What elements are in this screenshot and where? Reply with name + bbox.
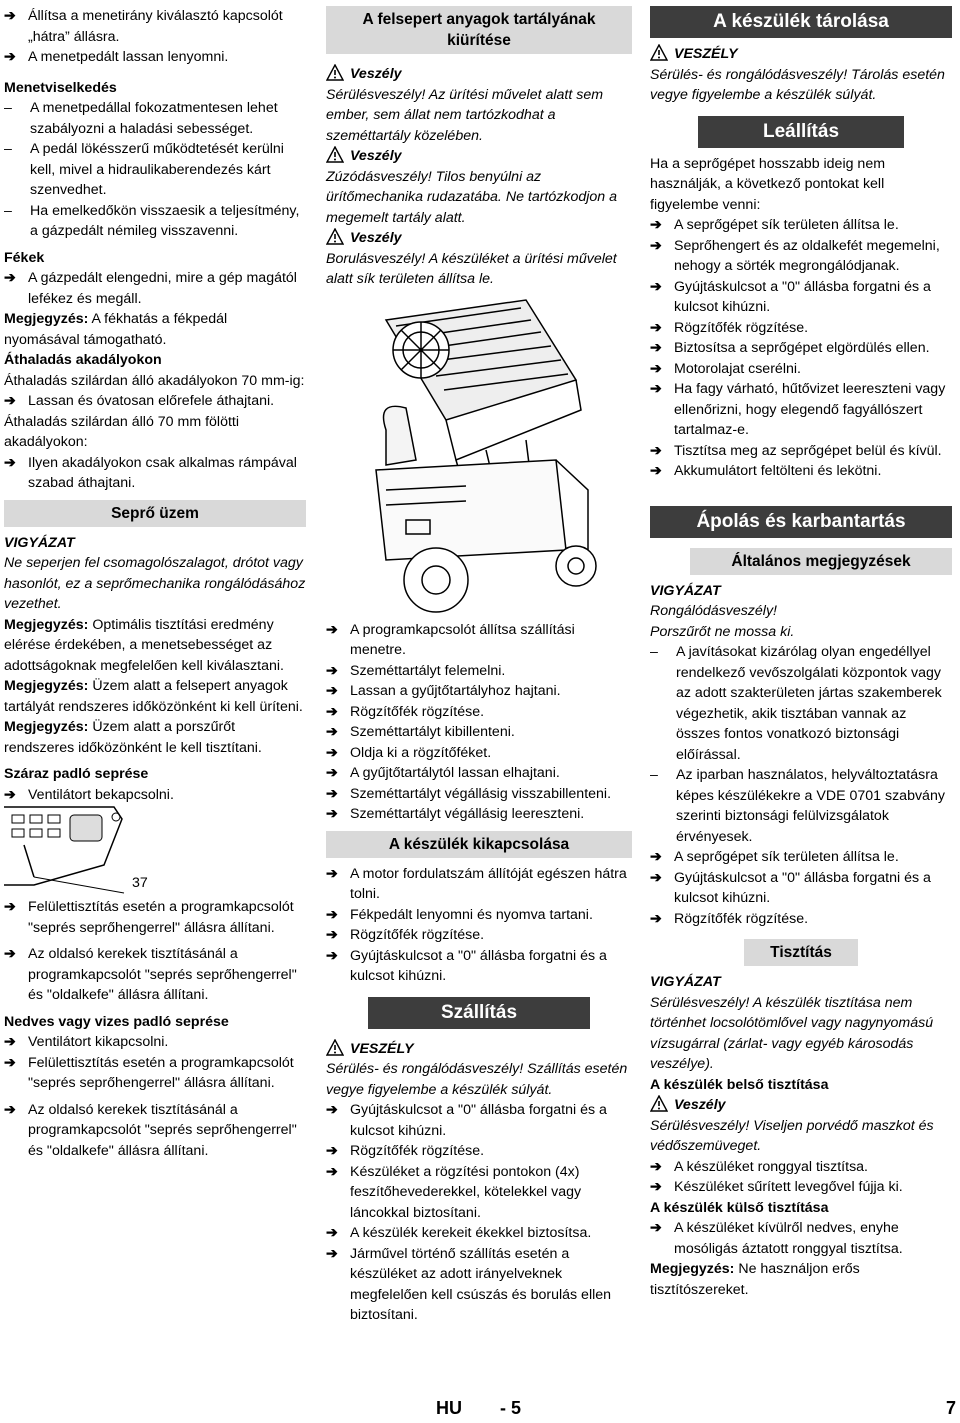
danger-label <box>326 228 632 249</box>
danger-label-text: Veszély <box>674 1097 726 1113</box>
instruction: ➔ Gyújtáskulcsot a "0" állásba forgatni és a kulcsot kihúzni. <box>326 946 632 987</box>
instruction: ➔ Rögzítőfék rögzítése. <box>326 1141 632 1162</box>
sweeper-illustration <box>326 290 632 620</box>
paragraph: Áthaladás szilárdan álló akadályokon 70 mm-ig: <box>4 372 305 389</box>
note <box>4 309 306 350</box>
instruction: ➔ Készüléket sűrített levegővel fújja ki. <box>650 1177 952 1198</box>
instruction: ➔ Az oldalsó kerekek tisztításánál a programkapcsolót "seprés seprőhengerrel" és "oldalkefe" állásra állítani. <box>4 1100 306 1162</box>
instruction: ➔ Rögzítőfék rögzítése. <box>650 318 952 339</box>
instruction: ➔ Szeméttartályt felemelni. <box>326 661 632 682</box>
note-text: A fékhatás a fékpedál nyomásával támogatható. <box>4 311 228 348</box>
heading-belso-tisztitas: A készülék belső tisztítása <box>650 1076 829 1093</box>
danger-label <box>650 44 952 65</box>
instruction: ➔ A seprőgépet sík területen állítsa le. <box>650 847 952 868</box>
heading-athaladas: Áthaladás akadályokon <box>4 352 162 368</box>
instruction: ➔ Járművel történő szállítás esetén a készüléket az adott irányelveknek megfelelően kell csúszás és borulás ellen biztosítani. <box>326 1244 632 1326</box>
instruction: ➔ A motor fordulatszám állítóját egészen hátra tolni. <box>326 864 632 905</box>
paragraph: Ha a seprőgépet hosszabb ideig nem használják, a következő pontokat kell figyelembe venni: <box>650 155 886 213</box>
caution-text: Porszűrőt ne mossa ki. <box>650 623 795 640</box>
section-heading-apolas: Ápolás és karbantartás <box>650 506 952 538</box>
footer-page-number: 7 <box>946 1398 957 1418</box>
section-heading-tisztitas: Tisztítás <box>744 939 858 966</box>
sweeper-dumping-illustration <box>326 290 632 620</box>
danger-text: Sérülésveszély! Viseljen porvédő maszkot és védőszemüveget. <box>650 1117 934 1154</box>
danger-text: Sérülés- és rongálódásveszély! Szállítás esetén vegye figyelembe a készülék súlyát. <box>326 1061 628 1098</box>
note-text: Üzem alatt a porszűrőt rendszeres időközönként le kell tisztítani. <box>4 719 262 756</box>
danger-label <box>650 1095 952 1116</box>
instruction: ➔ A gázpedált elengedni, mire a gép magától lefékez és megáll. <box>4 268 306 309</box>
instruction: ➔ Felülettisztítás esetén a programkapcsolót "seprés seprőhengerrel" állásra állítani. <box>4 897 306 938</box>
note-label: Megjegyzés: <box>650 1261 735 1277</box>
danger-label <box>326 146 632 167</box>
note <box>650 1259 952 1300</box>
instruction: ➔ A menetpedált lassan lenyomni. <box>4 47 306 68</box>
list-item: – A pedál lökésszerű működtetését kerülni kell, mivel a hidraulikaberendezés kárt szenvedhet. <box>4 139 306 201</box>
section-heading-szallitas: Szállítás <box>368 997 590 1029</box>
instruction: ➔ Gyújtáskulcsot a "0" állásba forgatni és a kulcsot kihúzni. <box>326 1100 632 1141</box>
instruction: ➔ Az oldalsó kerekek tisztításánál a programkapcsolót "seprés seprőhengerrel" és "oldalkefe" állásra állítani. <box>4 944 306 1006</box>
caution-text: Rongálódásveszély! <box>650 603 777 619</box>
caution-label: VIGYÁZAT <box>650 974 721 990</box>
instruction: ➔ A gyűjtőtartálytól lassan elhajtani. <box>326 763 632 784</box>
danger-text: Zúzódásveszély! Tilos benyúlni az ürítőmechanika rudazatába. Ne tartózkodjon a megemelt tartály alatt. <box>326 168 618 226</box>
instruction: ➔ Tisztítsa meg az seprőgépet belül és kívül. <box>650 441 952 462</box>
section-heading-sepro-uzem: Seprő üzem <box>4 500 306 527</box>
danger-text: Sérülés- és rongálódásveszély! Tárolás esetén vegye figyelembe a készülék súlyát. <box>650 66 945 103</box>
warning-triangle-icon <box>326 228 344 246</box>
danger-label-text: VESZÉLY <box>674 46 738 62</box>
instruction: ➔ Fékpedált lenyomni és nyomva tartani. <box>326 905 632 926</box>
note-text: Ne használjon erős tisztítószereket. <box>650 1261 860 1298</box>
column-1 <box>4 6 306 1161</box>
caution-text: Sérülésveszély! A készülék tisztítása nem történhet locsolótömlővel vagy nagynyomású vízsugárral (zárlat- vagy egyéb károsodás veszélye). <box>650 994 934 1072</box>
instruction: ➔ Lassan a gyűjtőtartályhoz hajtani. <box>326 681 632 702</box>
footer-page-code: - 5 <box>500 1398 522 1418</box>
footer-language: HU <box>436 1398 462 1418</box>
instruction: ➔ Szeméttartályt végállásig leereszteni. <box>326 804 632 825</box>
section-heading-kikapcsolas: A készülék kikapcsolása <box>326 831 632 858</box>
note-label: Megjegyzés: <box>4 719 89 735</box>
instruction: ➔ A készüléket ronggyal tisztítsa. <box>650 1157 952 1178</box>
section-heading-tartaly-urites: A felsepert anyagok tartályának kiürítése <box>326 6 632 54</box>
list-item: – A menetpedállal fokozatmentesen lehet szabályozni a haladási sebességet. <box>4 98 306 139</box>
heading-szaraz-padlo: Száraz padló seprése <box>4 766 149 782</box>
instruction: ➔ Készüléket a rögzítési pontokon (4x) feszítőhevederekkel, kötelekkel vagy láncokkal biztosítani. <box>326 1162 632 1224</box>
heading-fekek: Fékek <box>4 249 45 266</box>
instruction: ➔ Biztosítsa a seprőgépet elgördülés ellen. <box>650 338 952 359</box>
section-heading-tarolas: A készülék tárolása <box>650 6 952 38</box>
caution-label: VIGYÁZAT <box>4 534 75 551</box>
instruction: ➔ Felülettisztítás esetén a programkapcsolót "seprés seprőhengerrel" állásra állítani. <box>4 1053 306 1094</box>
heading-menetviselkedes: Menetviselkedés <box>4 79 117 96</box>
note-label: Megjegyzés: <box>4 311 89 327</box>
figure-number: 37 <box>132 875 148 891</box>
warning-triangle-icon <box>326 64 344 82</box>
instruction: ➔ Motorolajat cserélni. <box>650 359 952 380</box>
list-item: – Ha emelkedőkön visszaesik a teljesítmény, a gázpedált némileg visszavenni. <box>4 201 306 242</box>
instruction: ➔ Szeméttartályt kibillenteni. <box>326 722 632 743</box>
instruction: ➔ A programkapcsolót állítsa szállítási menetre. <box>326 620 632 661</box>
danger-label-text: Veszély <box>350 66 402 82</box>
instruction: ➔ Gyújtáskulcsot a "0" állásba forgatni és a kulcsot kihúzni. <box>650 277 952 318</box>
instruction: ➔ Ha fagy várható, hűtővizet leereszteni vagy ellenőrizni, hogy elegendő fagyállószert tartalmaz-e. <box>650 379 952 441</box>
paragraph: Áthaladás szilárdan álló 70 mm fölötti akadályokon: <box>4 413 240 450</box>
section-heading-altalanos: Általános megjegyzések <box>690 548 952 575</box>
instruction: ➔ Seprőhengert és az oldalkefét megemelni, nehogy a sörték megrongálódjanak. <box>650 236 952 277</box>
note <box>4 717 306 758</box>
instruction: ➔ Rögzítőfék rögzítése. <box>650 909 952 930</box>
note <box>4 615 306 677</box>
instruction: ➔ Rögzítőfék rögzítése. <box>326 702 632 723</box>
note-text: Üzem alatt a felsepert anyagok tartályát rendszeres időközönként ki kell üríteni. <box>4 678 303 715</box>
instruction: ➔ Gyújtáskulcsot a "0" állásba forgatni és a kulcsot kihúzni. <box>650 868 952 909</box>
warning-triangle-icon <box>650 1095 668 1113</box>
instruction: ➔ Lassan és óvatosan előrefele áthajtani. <box>4 391 306 412</box>
instruction: ➔ Ventilátort kikapcsolni. <box>4 1032 306 1053</box>
list-item: – Az iparban használatos, helyváltoztatásra képes készülékekre a VDE 0701 szabvány szerinti biztonsági felülvizsgálatok érvényesek. <box>650 765 952 847</box>
page-footer <box>0 1398 960 1422</box>
warning-triangle-icon <box>326 1039 344 1057</box>
warning-triangle-icon <box>326 146 344 164</box>
instruction: ➔ Rögzítőfék rögzítése. <box>326 925 632 946</box>
danger-label-text: Veszély <box>350 230 402 246</box>
instruction: ➔ Oldja ki a rögzítőféket. <box>326 743 632 764</box>
caution-label: VIGYÁZAT <box>650 582 721 599</box>
danger-label-text: Veszély <box>350 148 402 164</box>
danger-text: Sérülésveszély! Az ürítési művelet alatt sem ember, sem állat nem tartózkodhat a szeméttartály közelében. <box>326 86 604 144</box>
heading-kulso-tisztitas: A készülék külső tisztítása <box>650 1199 829 1216</box>
note <box>4 676 306 717</box>
section-heading-leallitas: Leállítás <box>698 116 904 148</box>
danger-label <box>326 1039 632 1060</box>
list-item: – A javításokat kizárólag olyan engedéllyel rendelkező vevőszolgálati központok vagy az adott szakterületen jártas szakemberek végezhetik, akik tisztában vannak az összes fontos vonatkozó biztonsági előírással. <box>650 642 952 765</box>
instruction: ➔ A készüléket kívülről nedves, enyhe mosóligás áztatott ronggyal tisztítsa. <box>650 1218 952 1259</box>
note-label: Megjegyzés: <box>4 616 89 633</box>
instruction: ➔ Szeméttartályt végállásig visszabillenteni. <box>326 784 632 805</box>
danger-label-text: VESZÉLY <box>350 1040 414 1057</box>
instruction: ➔ Ilyen akadályokon csak alkalmas rámpával szabad áthajtani. <box>4 453 306 494</box>
control-panel-figure <box>4 805 306 897</box>
column-2 <box>326 6 632 1326</box>
instruction: ➔ Akkumulátort feltölteni és lekötni. <box>650 461 952 482</box>
danger-text: Borulásveszély! A készüléket a ürítési művelet alatt sík területen állítsa le. <box>326 250 617 287</box>
caution-text: Ne seperjen fel csomagolószalagot, drótot vagy hasonlót, ez a seprőmechanika rongálódásához vezethet. <box>4 555 306 612</box>
instruction: ➔ Ventilátort bekapcsolni. <box>4 785 306 806</box>
instruction: ➔ Állítsa a menetirány kiválasztó kapcsolót „hátra” állásra. <box>4 6 306 47</box>
section-heading-leallitas-wrap <box>650 116 952 148</box>
instruction: ➔ A készülék kerekeit ékekkel biztosítsa. <box>326 1223 632 1244</box>
danger-label <box>326 64 632 85</box>
note-label: Megjegyzés: <box>4 678 89 694</box>
column-3 <box>650 6 952 1300</box>
warning-triangle-icon <box>650 44 668 62</box>
instruction: ➔ A seprőgépet sík területen állítsa le. <box>650 215 952 236</box>
note-text: Optimális tisztítási eredmény elérése érdekében, a menetsebességet az adottságoknak megfelelően kell kiválasztani. <box>4 616 284 674</box>
heading-nedves-padlo: Nedves vagy vizes padló seprése <box>4 1013 229 1030</box>
section-heading-szallitas-wrap <box>326 997 632 1029</box>
